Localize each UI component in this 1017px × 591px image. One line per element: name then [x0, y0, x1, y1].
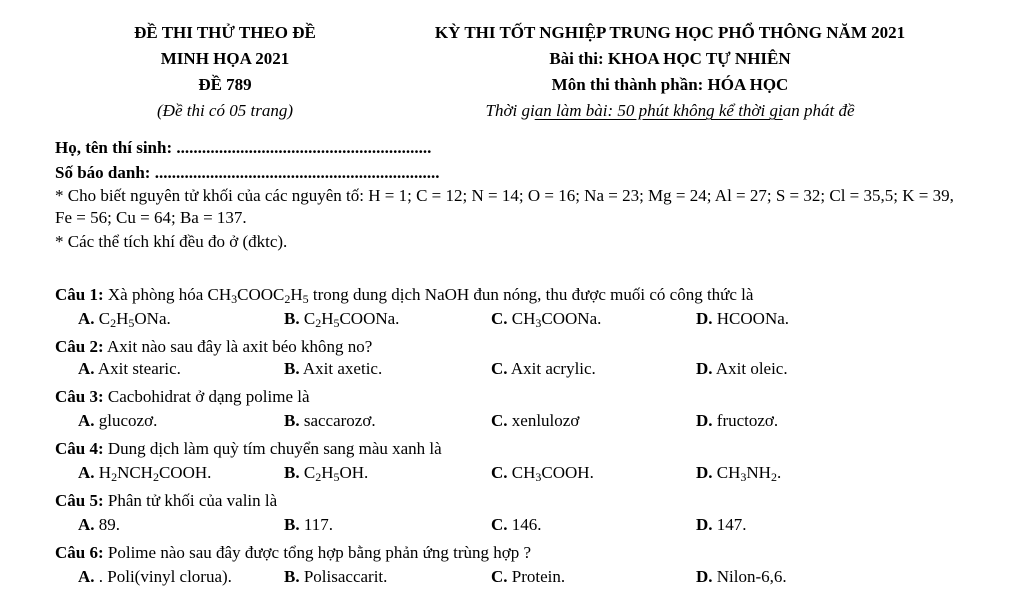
option-text: glucozơ.: [94, 411, 158, 430]
exam-title: KỲ THI TỐT NGHIỆP TRUNG HỌC PHỔ THÔNG NĂM 2021: [434, 23, 906, 42]
question-5: [55, 490, 277, 512]
subscript: 5: [333, 316, 340, 330]
option-letter: D.: [696, 309, 713, 328]
question-5-options: [78, 514, 838, 536]
option-text: 146.: [507, 515, 542, 534]
subscript: 5: [302, 292, 309, 306]
option-d[interactable]: [696, 410, 778, 432]
option-c[interactable]: [491, 462, 594, 484]
option-d[interactable]: [696, 566, 787, 588]
question-text: Cacbohidrat ở dạng polime là: [103, 387, 310, 406]
header-left-line2: MINH HỌA 2021: [160, 49, 290, 68]
option-text: C: [94, 309, 111, 328]
subscript: 3: [740, 470, 747, 484]
subscript: 3: [231, 292, 238, 306]
candidate-number-dots: ...................................................................: [154, 163, 440, 182]
option-text: ONa.: [134, 309, 171, 328]
option-text: .: [776, 463, 782, 482]
option-b[interactable]: [284, 358, 382, 380]
subscript: 2: [315, 470, 322, 484]
option-a[interactable]: [78, 358, 181, 380]
option-letter: D.: [696, 411, 713, 430]
option-letter: A.: [78, 567, 95, 586]
option-text: Protein.: [507, 567, 566, 586]
question-4-options: [78, 462, 838, 484]
option-text: fructozơ.: [712, 411, 779, 430]
option-letter: D.: [696, 567, 713, 586]
option-text: Polisaccarit.: [299, 567, 388, 586]
exam-code: ĐỀ 789: [198, 75, 252, 94]
subscript: 5: [333, 470, 340, 484]
option-letter: A.: [78, 463, 95, 482]
header-left-line1: ĐỀ THI THỬ THEO ĐỀ: [134, 23, 316, 42]
option-text: Nilon-6,6.: [712, 567, 787, 586]
option-letter: B.: [284, 463, 300, 482]
question-6: [55, 542, 531, 564]
option-text: Axit oleic.: [712, 359, 788, 378]
option-text: . Poli(vinyl clorua).: [94, 567, 232, 586]
option-letter: A.: [78, 359, 95, 378]
question-text: trong dung dịch NaOH đun nóng, thu được muối có công thức là: [308, 285, 754, 304]
option-letter: C.: [491, 309, 508, 328]
option-c[interactable]: [491, 358, 596, 380]
option-b[interactable]: [284, 308, 399, 330]
option-text: xenlulozơ: [507, 411, 580, 430]
header-left: [75, 20, 375, 124]
option-letter: A.: [78, 515, 95, 534]
atomic-mass-note: * Cho biết nguyên tử khối của các nguyên tố: H = 1; C = 12; N = 14; O = 16; Na = 23; Mg = 24; Al = 27; S = 32; Cl = 35,5; K = 39, Fe = 56; Cu = 64; Ba = 137.: [55, 186, 954, 227]
option-text: OH.: [339, 463, 369, 482]
question-4: [55, 438, 442, 460]
subscript: 2: [315, 316, 322, 330]
option-letter: C.: [491, 411, 508, 430]
option-text: HCOONa.: [712, 309, 790, 328]
subscript: 2: [111, 470, 118, 484]
option-c[interactable]: [491, 410, 579, 432]
option-letter: A.: [78, 411, 95, 430]
option-b[interactable]: [284, 410, 376, 432]
option-text: 147.: [712, 515, 747, 534]
question-label: Câu 1:: [55, 285, 104, 304]
candidate-name-field[interactable]: [55, 137, 431, 159]
option-text: COOH.: [541, 463, 594, 482]
option-a[interactable]: [78, 462, 211, 484]
option-letter: B.: [284, 309, 300, 328]
option-letter: C.: [491, 463, 508, 482]
candidate-number-label: Số báo danh:: [55, 163, 151, 182]
candidate-name-dots: ............................................................: [176, 138, 432, 157]
option-b[interactable]: [284, 566, 387, 588]
subscript: 2: [770, 470, 777, 484]
candidate-name-label: Họ, tên thí sinh:: [55, 138, 173, 157]
option-letter: D.: [696, 463, 713, 482]
option-text: COONa.: [339, 309, 400, 328]
time-note: [380, 98, 960, 124]
question-1-options: [78, 308, 838, 330]
option-text: H: [321, 309, 334, 328]
question-label: Câu 5:: [55, 491, 104, 510]
option-b[interactable]: [284, 514, 333, 536]
option-text: Axit acrylic.: [507, 359, 596, 378]
option-letter: C.: [491, 359, 508, 378]
subscript: 2: [152, 470, 159, 484]
option-text: CH: [712, 463, 741, 482]
option-text: C: [299, 463, 316, 482]
question-text: Xà phòng hóa CH: [103, 285, 232, 304]
option-text: NCH: [117, 463, 153, 482]
option-c[interactable]: [491, 514, 542, 536]
question-text: Axit nào sau đây là axit béo không no?: [103, 337, 373, 356]
time-note-underlined: an làm bài: 50 phút không kể thời gi: [534, 101, 783, 120]
question-3: [55, 386, 310, 408]
subscript: 2: [284, 292, 291, 306]
question-text: Polime nào sau đây được tổng hợp bằng phản ứng trùng hợp ?: [103, 543, 532, 562]
option-a[interactable]: [78, 566, 232, 588]
option-text: Axit axetic.: [299, 359, 383, 378]
option-text: H: [321, 463, 334, 482]
option-text: 117.: [299, 515, 333, 534]
question-label: Câu 4:: [55, 439, 104, 458]
candidate-number-field[interactable]: [55, 162, 439, 184]
option-a[interactable]: [78, 410, 157, 432]
option-text: CH: [507, 309, 536, 328]
option-letter: C.: [491, 567, 508, 586]
option-b[interactable]: [284, 462, 368, 484]
option-letter: C.: [491, 515, 508, 534]
option-text: C: [299, 309, 316, 328]
option-letter: D.: [696, 515, 713, 534]
page-count-note: (Đề thi có 05 trang): [157, 101, 293, 120]
question-2-options: [78, 358, 838, 380]
option-letter: B.: [284, 515, 300, 534]
time-note-post: an phát đề: [782, 101, 855, 120]
option-text: saccarozơ.: [299, 411, 376, 430]
header-right: [380, 20, 960, 124]
option-d[interactable]: [696, 462, 781, 484]
option-text: 89.: [94, 515, 121, 534]
option-c[interactable]: [491, 566, 565, 588]
question-6-options: [78, 566, 838, 588]
gas-volume-note: * Các thể tích khí đều đo ở (đktc).: [55, 232, 288, 251]
question-label: Câu 3:: [55, 387, 104, 406]
subscript: 3: [535, 470, 542, 484]
question-text: COOC: [237, 285, 285, 304]
question-label: Câu 2:: [55, 337, 104, 356]
question-text: Phân tử khối của valin là: [103, 491, 278, 510]
question-3-options: [78, 410, 838, 432]
time-note-pre: Thời gi: [485, 101, 535, 120]
subscript: 2: [110, 316, 117, 330]
option-letter: B.: [284, 359, 300, 378]
question-text: Dung dịch làm quỳ tím chuyển sang màu xanh là: [103, 439, 442, 458]
option-c[interactable]: [491, 308, 601, 330]
option-text: Axit stearic.: [94, 359, 181, 378]
question-1: [55, 284, 753, 306]
subscript: 3: [535, 316, 542, 330]
option-letter: B.: [284, 411, 300, 430]
option-a[interactable]: [78, 514, 120, 536]
option-text: H: [94, 463, 112, 482]
subscript: 5: [128, 316, 135, 330]
option-text: COONa.: [541, 309, 602, 328]
option-d[interactable]: [696, 308, 789, 330]
question-text: H: [290, 285, 303, 304]
question-2: [55, 336, 372, 358]
option-d[interactable]: [696, 514, 747, 536]
option-d[interactable]: [696, 358, 788, 380]
option-letter: A.: [78, 309, 95, 328]
option-letter: B.: [284, 567, 300, 586]
option-text: COOH.: [158, 463, 212, 482]
option-a[interactable]: [78, 308, 171, 330]
option-text: CH: [507, 463, 536, 482]
option-text: NH: [746, 463, 771, 482]
exam-component: Môn thi thành phần: HÓA HỌC: [551, 75, 789, 94]
option-letter: D.: [696, 359, 713, 378]
option-text: H: [116, 309, 129, 328]
exam-subject: Bài thi: KHOA HỌC TỰ NHIÊN: [549, 49, 791, 68]
question-label: Câu 6:: [55, 543, 104, 562]
